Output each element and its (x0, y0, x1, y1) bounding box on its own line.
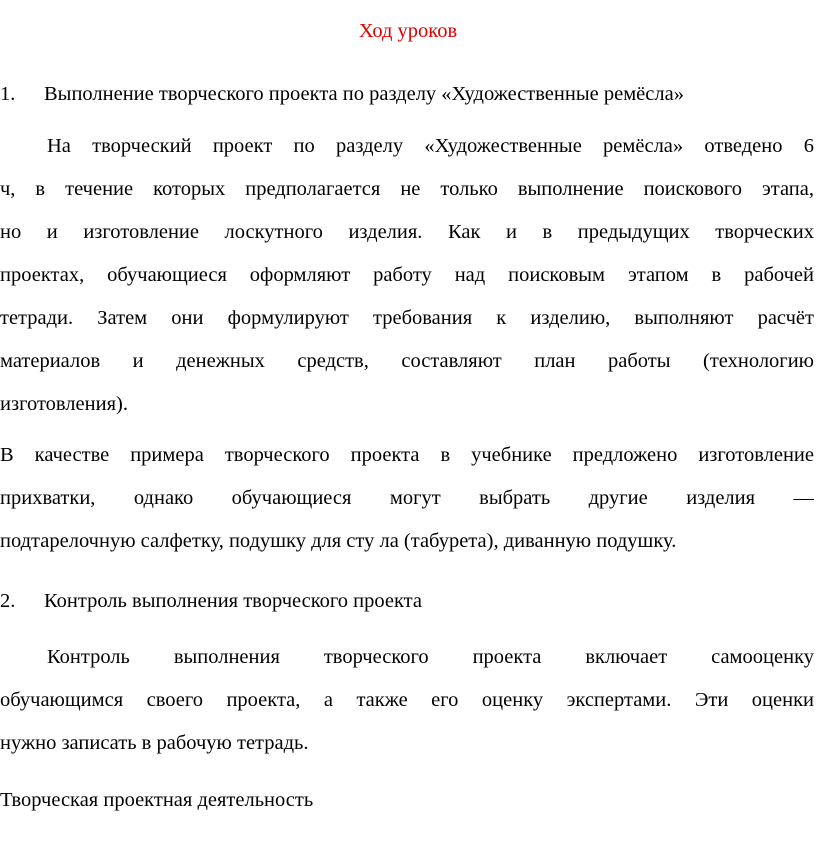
section-heading-1 (0, 79, 816, 109)
paragraph-line: В качестве примера творческого проекта в учебнике предложено изготовление (0, 444, 814, 466)
paragraph-line: нужно записать в рабочую тетрадь. (0, 732, 309, 754)
paragraph-line: прихватки, однако обучающиеся могут выбрать другие изделия — (0, 487, 814, 509)
paragraph-line: проектах, обучающиеся оформляют работу над поисковым этапом в рабочей (0, 264, 814, 286)
paragraph-line: обучающимся своего проекта, а также его оценку экспертами. Эти оценки (0, 689, 814, 711)
document-title: Ход уроков (358, 20, 458, 42)
paragraph-line: материалов и денежных средств, составляют план работы (технологию (0, 350, 814, 372)
paragraph-2 (0, 440, 814, 569)
paragraph-line: На творческий проект по разделу «Художественные ремёсла» отведено 6 (47, 135, 814, 157)
paragraph-line: подтарелочную салфетку, подушку для сту ла (табурета), диванную подушку. (0, 530, 677, 552)
closing-line: Творческая проектная деятельность (0, 789, 314, 811)
paragraph-line: но и изготовление лоскутного изделия. Как и в предыдущих творческих (0, 221, 814, 243)
paragraph-line: ч, в течение которых предполагается не только выполнение поискового этапа, (0, 178, 814, 200)
paragraph-line: Контроль выполнения творческого проекта включает самооценку (47, 646, 814, 668)
paragraph-line: тетради. Затем они формулируют требования к изделию, выполняют расчёт (0, 307, 814, 329)
section-number-1: 1. (0, 83, 16, 105)
section-title-1: Выполнение творческого проекта по разделу «Художественные ремёсла» (44, 83, 684, 105)
paragraph-line: изготовления). (0, 393, 128, 415)
section-title-2: Контроль выполнения творческого проекта (44, 590, 422, 612)
paragraph-3 (0, 642, 814, 771)
section-heading-2 (0, 586, 816, 616)
paragraph-1 (0, 131, 814, 432)
section-number-2: 2. (0, 590, 16, 612)
